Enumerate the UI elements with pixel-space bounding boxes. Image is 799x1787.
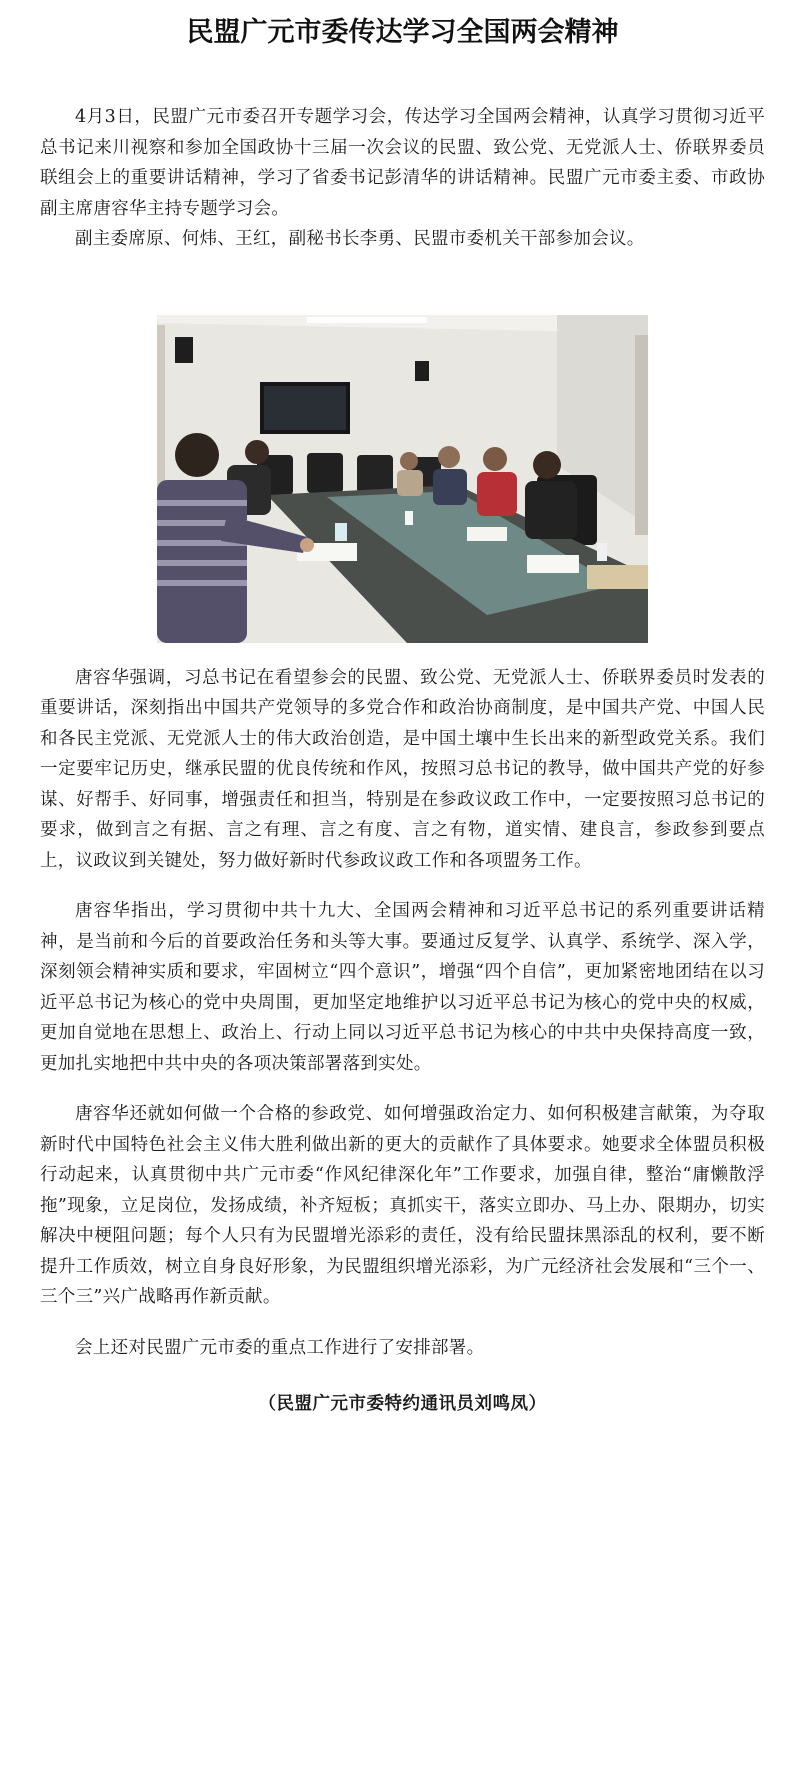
photo-person-body xyxy=(397,470,423,496)
photo-person-head xyxy=(438,446,460,468)
photo-person-head xyxy=(245,440,269,464)
photo-speaker-left xyxy=(175,337,193,363)
photo-cup xyxy=(597,543,607,561)
photo-tv-screen xyxy=(264,386,346,430)
photo-person-stripes xyxy=(157,560,247,566)
photo-person-body xyxy=(477,472,517,516)
photo-person-stripes xyxy=(157,500,247,506)
photo-ceiling-light xyxy=(307,317,427,323)
photo-wall-frame-left xyxy=(157,325,165,495)
photo-person-stripes xyxy=(157,580,247,586)
paragraph-emphasis: 唐容华强调，习总书记在看望参会的民盟、致公党、无党派人士、侨联界委员时发表的重要讲话，深刻指出中国共产党领导的多党合作和政治协商制度，是中国共产党、中国人民和各民主党派、无党派人士的伟大政治创造，是中国土壤中生长出来的新型政党关系。我们一定要牢记历史，继承民盟的优良传统和作风，按照习总书记的教导，做中国共产党的好参谋、好帮手、好同事，增强责任和担当，特别是在参政议政工作中，一定要按照习总书记的要求，做到言之有据、言之有理、言之有度、言之有物，道实情、建良言，参政参到要点上，议政议到关键处，努力做好新时代参政议政工作和各项盟务工作。 xyxy=(40,667,765,871)
photo-wall-frame-right xyxy=(635,335,648,535)
paragraph-attendees: 副主委席原、何炜、王红，副秘书长李勇、民盟市委机关干部参加会议。 xyxy=(75,229,645,249)
photo-chair xyxy=(307,453,343,493)
photo-cup xyxy=(335,523,347,541)
photo-person-head xyxy=(175,433,219,477)
photo-paper xyxy=(527,555,579,573)
photo-person-body xyxy=(525,481,577,539)
photo-person-head xyxy=(533,451,561,479)
photo-speaker-right xyxy=(415,361,429,381)
paragraph-requirements: 唐容华还就如何做一个合格的参政党、如何增强政治定力、如何积极建言献策，为夺取新时代中国特色社会主义伟大胜利做出新的更大的贡献作了具体要求。她要求全体盟员积极行动起来，认真贯彻中共广元市委“作风纪律深化年”工作要求，加强自律，整治“庸懒散浮拖”现象，立足岗位，发扬成绩，补齐短板；真抓实干，落实立即办、马上办、限期办，切实解决中梗阻问题；每个人只有为民盟增光添彩的责任，没有给民盟抹黑添乱的权利，要不断提升工作质效，树立自身良好形象，为民盟组织增光添彩，为广元经济社会发展和“三个一、三个三”兴广战略再作新贡献。 xyxy=(40,1104,765,1307)
paragraph-closing: 会上还对民盟广元市委的重点工作进行了安排部署。 xyxy=(75,1337,485,1358)
meeting-photo xyxy=(157,315,648,643)
photo-chair xyxy=(357,455,393,493)
photo-paper xyxy=(467,527,507,541)
photo-person-body xyxy=(433,469,467,505)
paragraph-key-points: 唐容华指出，学习贯彻中共十九大、全国两会精神和习近平总书记的系列重要讲话精神，是当前和今后的首要政治任务和头等大事。要通过反复学、认真学、系统学、深入学，深刻领会精神实质和要求，牢固树立“四个意识”，增强“四个自信”，更加紧密地团结在以习近平总书记为核心的党中央周围，更加坚定地维护以习近平总书记为核心的党中央的权威，更加自觉地在思想上、政治上、行动上同以习近平总书记为核心的中共中央保持高度一致，更加扎实地把中共中央的各项决策部署落到实处。 xyxy=(40,901,765,1074)
article-byline: （民盟广元市委特约通讯员刘鸣凤） xyxy=(258,1394,547,1414)
photo-cup xyxy=(405,511,413,525)
photo-person-head xyxy=(400,452,418,470)
photo-person-head xyxy=(483,447,507,471)
photo-folder xyxy=(587,565,648,589)
paragraph-meeting-intro: 4月3日，民盟广元市委召开专题学习会，传达学习全国两会精神，认真学习贯彻习近平总书记来川视察和参加全国政协十三届一次会议的民盟、致公党、无党派人士、侨联界委员联组会上的重要讲话精神，学习了省委书记彭清华的讲话精神。民盟广元市委主委、市政协副主席唐容华主持专题学习会。 xyxy=(40,107,765,219)
photo-person-hand xyxy=(300,538,314,552)
article-title: 民盟广元市委传达学习全国两会精神 xyxy=(186,17,619,48)
